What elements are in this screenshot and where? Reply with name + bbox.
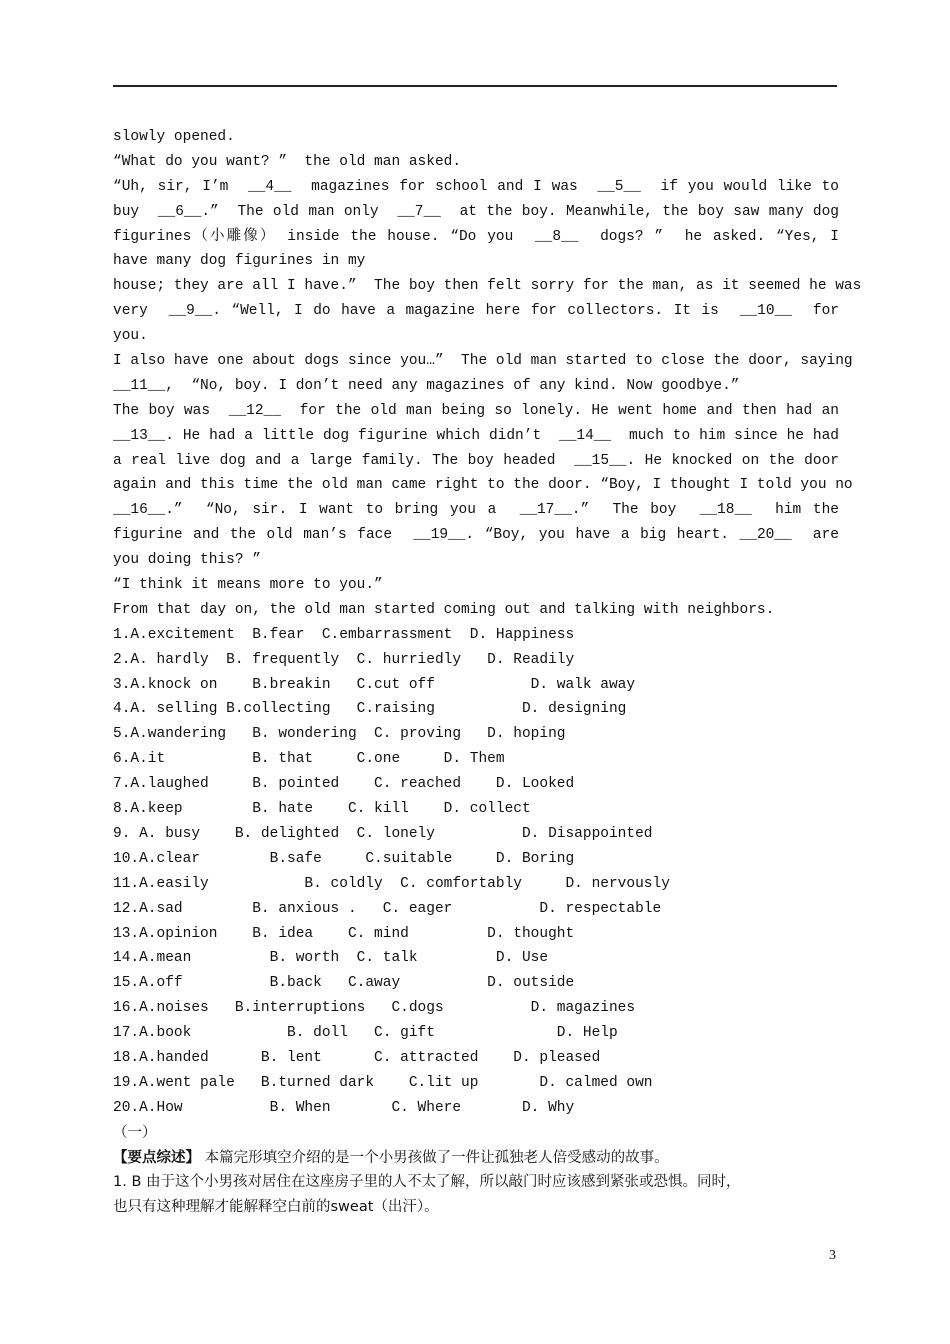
summary-text: 本篇完形填空介绍的是一个小男孩做了一件让孤独老人倍受感动的故事。 — [200, 1149, 669, 1166]
answer-options — [113, 623, 839, 1121]
option-line: 13.A.opinion B. idea C. mind D. thought — [113, 925, 575, 942]
option-line: 16.A.noises B.interruptions C.dogs D. magazines — [113, 1000, 636, 1017]
passage-line: “Uh, sir, I’m __4__ magazines for school and I was __5__ if you would like to — [113, 178, 839, 195]
passage-line: slowly opened. — [113, 129, 235, 145]
passage-line: you doing this? ” — [113, 552, 261, 569]
passage-line: “I think it means more to you.” — [113, 577, 383, 594]
option-line: 18.A.handed B. lent C. attracted D. pleased — [113, 1049, 601, 1066]
option-line: 14.A.mean B. worth C. talk D. Use — [113, 950, 549, 967]
section-label: （一） — [113, 1124, 157, 1141]
option-line: 5.A.wandering B. wondering C. proving D. hoping — [113, 726, 566, 743]
passage-line: figurine and the old man’s face __19__. “Boy, you have a big heart. __20__ are — [113, 527, 839, 544]
passage-line: The boy was __12__ for the old man being so lonely. He went home and then had an — [113, 402, 839, 419]
passage-line: a real live dog and a large family. The boy headed __15__. He knocked on the door — [113, 452, 839, 469]
option-line: 19.A.went pale B.turned dark C.lit up D. calmed own — [113, 1074, 653, 1091]
header-rule — [113, 85, 837, 87]
summary-line — [113, 1146, 839, 1171]
option-line: 1.A.excitement B.fear C.embarrassment D. Happiness — [113, 626, 575, 643]
analysis-section — [113, 1121, 839, 1221]
option-line: 11.A.easily B. coldly C. comfortably D. nervously — [113, 875, 670, 892]
page-number: 3 — [829, 1248, 836, 1263]
option-line: 3.A.knock on B.breakin C.cut off D. walk away — [113, 676, 636, 693]
answer-explanation-line: 也只有这种理解才能解释空白前的sweat（出汗）。 — [113, 1199, 439, 1216]
option-line: 20.A.How B. When C. Where D. Why — [113, 1099, 575, 1116]
passage-line: __13__. He had a little dog figurine which didn’t __14__ much to him since he had — [113, 427, 839, 444]
option-line: 2.A. hardly B. frequently C. hurriedly D. Readily — [113, 651, 575, 668]
passage-line: I also have one about dogs since you…” The old man started to close the door, saying — [113, 353, 853, 370]
option-line: 7.A.laughed B. pointed C. reached D. Looked — [113, 776, 575, 793]
answer-explanation-line: 1. B 由于这个小男孩对居住在这座房子里的人不太了解，所以敲门时应该感到紧张或恐惧。同时， — [113, 1174, 741, 1191]
passage-line: buy __6__.” The old man only __7__ at the boy. Meanwhile, the boy saw many dog — [113, 203, 839, 220]
summary-label: 【要点综述】 — [113, 1149, 200, 1166]
passage-line: again and this time the old man came right to the door. “Boy, I thought I told you no — [113, 477, 853, 494]
option-line: 15.A.off B.back C.away D. outside — [113, 975, 575, 992]
option-line: 8.A.keep B. hate C. kill D. collect — [113, 801, 531, 818]
passage-line: figurines（小雕像） inside the house. “Do you __8__ dogs? ” he asked. “Yes, I — [113, 228, 839, 245]
passage-line: very __9__. “Well, I do have a magazine here for collectors. It is __10__ for — [113, 303, 839, 320]
passage-line: have many dog figurines in my — [113, 253, 366, 270]
passage-line: house; they are all I have.” The boy then felt sorry for the man, as it seemed he was — [113, 278, 862, 295]
option-line: 6.A.it B. that C.one D. Them — [113, 751, 505, 768]
option-line: 10.A.clear B.safe C.suitable D. Boring — [113, 850, 575, 867]
passage-line: “What do you want? ” the old man asked. — [113, 153, 462, 170]
option-line: 12.A.sad B. anxious . C. eager D. respectable — [113, 900, 662, 917]
cloze-passage — [113, 125, 862, 623]
passage-line: __11__, “No, boy. I don’t need any magazines of any kind. Now goodbye.” — [113, 377, 740, 394]
option-line: 4.A. selling B.collecting C.raising D. designing — [113, 701, 627, 718]
passage-line: you. — [113, 328, 148, 345]
passage-line: __16__.” “No, sir. I want to bring you a __17__.” The boy __18__ him the — [113, 502, 839, 519]
page-body — [113, 125, 862, 1220]
passage-line: From that day on, the old man started coming out and talking with neighbors. — [113, 601, 775, 618]
option-line: 9. A. busy B. delighted C. lonely D. Disappointed — [113, 825, 653, 842]
option-line: 17.A.book B. doll C. gift D. Help — [113, 1025, 618, 1042]
